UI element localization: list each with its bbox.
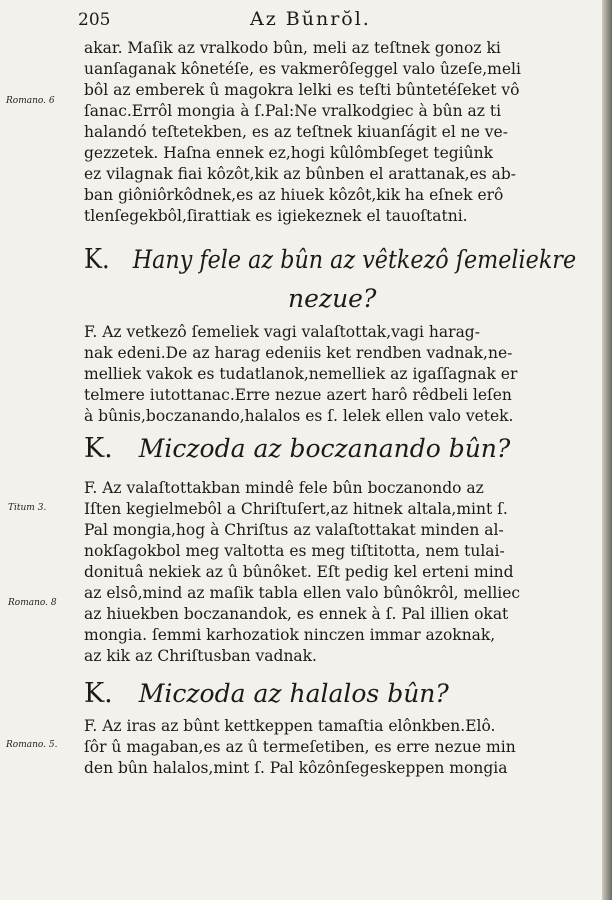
page-edge-shadow [602, 0, 612, 900]
text-line: melliek vakok es tudatlanok,nemelliek az igaſſagnak er [84, 365, 518, 383]
text-line: mongia. ſemmi karhozatiok ninczen immar azoknak, [84, 626, 496, 644]
text-line: nokſagokbol meg valtotta es meg tiſtitotta, nem tulai- [84, 542, 505, 560]
text-line: donituâ nekiek az û bûnôket. Eſt pedig kel erteni mind [84, 563, 514, 581]
text-line: ez vilagnak fiai kôzôt,kik az bûnben el arattanak,es ab- [84, 165, 517, 183]
question-heading [84, 678, 574, 709]
question-text: Miczoda az boczanando bûn? [138, 434, 511, 463]
text-line: ban giôniôrkôdnek,es az hiuek kôzôt,kik ha eſnek erô [84, 186, 504, 204]
question-text: Hany fele az bûn az vêtkezô ſemeliekre [132, 245, 577, 274]
margin-note: Titum 3. [8, 503, 47, 513]
text-line: uanſaganak kônetéſe, es vakmerôſeggel valo ûzeſe,meli [84, 60, 521, 78]
text-line: az hiuekben boczanandok, es ennek à ſ. Pal illien okat [84, 605, 509, 623]
question-mark-label: K. [84, 433, 113, 464]
margin-note: Romano. 5. [6, 740, 58, 750]
question-heading [84, 433, 574, 464]
text-line: akar. Maſik az vralkodo bûn, meli az teſtnek gonoz ki [84, 39, 501, 57]
text-line: az kik az Chriſtusban vadnak. [84, 647, 317, 665]
text-line: den bûn halalos,mint ſ. Pal kôzônſegeskeppen mongia [84, 759, 508, 777]
question-text-continuation: nezue? [288, 284, 377, 313]
text-line: ſanac.Errôl mongia à ſ.Pal:Ne vralkodgiec à bûn az ti [84, 102, 502, 120]
text-line: F. Az vetkezô ſemeliek vagi valaſtottak,vagi harag- [84, 323, 480, 341]
text-line: bôl az emberek û magokra lelki es teſti bûntetéſeket vô [84, 81, 520, 99]
page-number: 205 [78, 10, 111, 30]
question-mark-label: K. [84, 244, 110, 275]
question-mark-label: K. [84, 678, 113, 709]
text-line: halandó teſtetekben, es az teſtnek kiuanſágit el ne ve- [84, 123, 508, 141]
text-line: telmere iutottanac.Erre nezue azert harô rêdbeli leſen [84, 386, 512, 404]
text-line: nak edeni.De az harag edeniis ket rendben vadnak,ne- [84, 344, 513, 362]
page-header [78, 8, 578, 36]
text-line: az elsô,mind az maſik tabla ellen valo bûnôkrôl, melliec [84, 584, 521, 602]
margin-note: Romano. 8 [8, 598, 57, 608]
text-line: tlenſegekbôl,ſirattiak es igiekeznek el tauoſtatni. [84, 207, 468, 225]
text-line: F. Az iras az bûnt kettkeppen tamaſtia elônkben.Elô. [84, 717, 496, 735]
text-line: gezzetek. Haſna ennek ez,hogi kûlômbſeget tegiûnk [84, 144, 493, 162]
running-head: Az Bŭnrŏl. [250, 8, 371, 30]
question-text: Miczoda az halalos bûn? [138, 679, 449, 708]
margin-note: Romano. 6 [6, 96, 55, 106]
text-line: F. Az valaſtottakban mindê fele bûn boczanondo az [84, 479, 484, 497]
text-line: Pal mongia,hog à Chriſtus az valaſtottakat minden al- [84, 521, 504, 539]
text-line: Iſten kegielmebôl a Chriſtuſert,az hitnek altala,mint ſ. [84, 500, 508, 518]
text-line: à bûnis,boczanando,halalos es ſ. lelek ellen valo vetek. [84, 407, 514, 425]
question-heading [84, 244, 577, 275]
text-line: ſôr û magaban,es az û termeſetiben, es erre nezue min [84, 738, 516, 756]
